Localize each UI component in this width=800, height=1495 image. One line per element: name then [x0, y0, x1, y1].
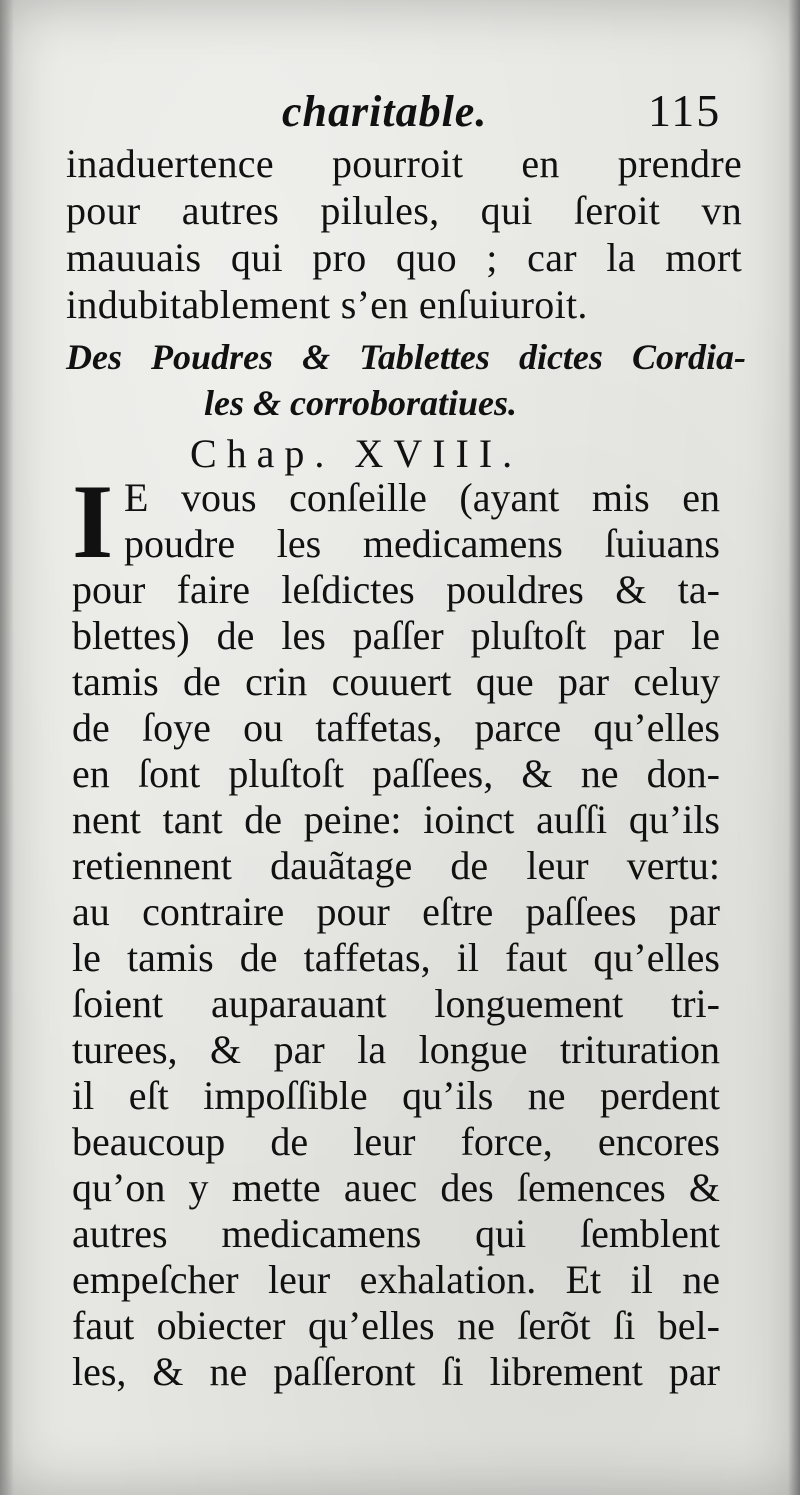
text-line: inaduertence pourroit en prendre	[66, 141, 742, 186]
chapter-text	[72, 463, 720, 1395]
section-heading-line: les & corroboratiues.	[204, 383, 518, 423]
page-edge-shadow-right	[788, 0, 800, 1495]
text-line: il eſt impoſſible qu’ils ne perdent	[72, 1073, 720, 1118]
text-line: les, & ne paſſeront ſi librement par	[72, 1349, 720, 1394]
text-line: turees, & par la longue trituration	[72, 1027, 720, 1072]
text-line: E vous conſeille (ayant mis en	[124, 475, 720, 520]
text-line: mauuais qui pro quo ; car la mort	[66, 235, 742, 280]
text-line: au contraire pour eſtre paſſees par	[72, 889, 720, 934]
text-line: nent tant de peine: ioinct auſſi qu’ils	[72, 797, 720, 842]
text-line: qu’on y mette auec des ſemences &	[72, 1165, 720, 1210]
text-line: empeſcher leur exhalation. Et il ne	[72, 1257, 720, 1302]
text-line: blettes) de les paſſer pluſtoſt par le	[72, 613, 720, 658]
chapter-label: Chap. XVIII.	[190, 431, 523, 476]
text-line: de ſoye ou taffetas, parce qu’elles	[72, 705, 720, 750]
page-header	[0, 86, 800, 146]
text-line: beaucoup de leur force, encores	[72, 1119, 720, 1164]
section-heading	[66, 334, 746, 426]
text-line: autres medicamens qui ſemblent	[72, 1211, 720, 1256]
section-heading-line: Des Poudres & Tablettes dictes Cordia-	[66, 337, 746, 377]
text-line: en ſont pluſtoſt paſſees, & ne don-	[72, 751, 720, 796]
text-line: indubitablement s’en enſuiuroit.	[66, 282, 588, 327]
page-number: 115	[648, 85, 722, 136]
text-line: ſoient auparauant longuement tri-	[72, 981, 720, 1026]
page-edge-shadow-left	[0, 0, 14, 1495]
text-line: poudre les medicamens ſuiuans	[124, 521, 720, 566]
drop-cap: I	[72, 463, 114, 580]
text-line: pour faire leſdictes pouldres & ta-	[72, 567, 720, 612]
continued-text	[66, 140, 742, 328]
text-line: pour autres pilules, qui ſeroit vn	[66, 188, 742, 233]
text-line: retiennent dauãtage de leur vertu:	[72, 843, 720, 888]
text-line: tamis de crin couuert que par celuy	[72, 659, 720, 704]
text-line: le tamis de taffetas, il faut qu’elles	[72, 935, 720, 980]
running-head: charitable.	[282, 87, 488, 136]
text-line: faut obiecter qu’elles ne ſerõt ſi bel-	[72, 1303, 720, 1348]
